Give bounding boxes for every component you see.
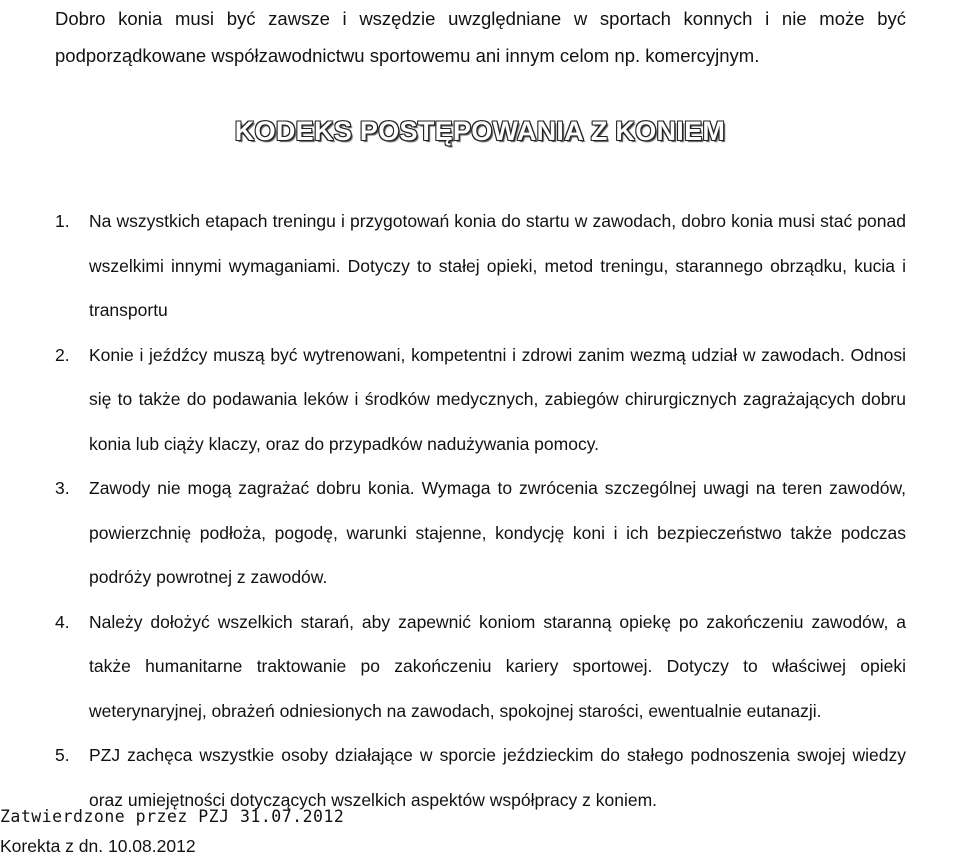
approval-note: Zatwierdzone przez PZJ 31.07.2012 xyxy=(0,807,345,826)
rule-text: Należy dołożyć wszelkich starań, aby zapewnić koniom staranną opiekę po zakończeniu zawodów, a także humanitarne traktowanie po zakończeniu kariery sportowej. Dotyczy to właściwej opieki weterynaryjnej, obrażeń odniesionych na zawodach, spokojnej starości, ewentualnie eutanazji. xyxy=(89,611,906,721)
rule-text: Na wszystkich etapach treningu i przygotowań konia do startu w zawodach, dobro konia musi stać ponad wszelkimi innymi wymaganiami. Dotyczy to stałej opieki, metod treningu, starannego obrządku, kucia i transportu xyxy=(89,211,906,320)
rule-number: 1. xyxy=(55,211,70,231)
intro-paragraph: Dobro konia musi być zawsze i wszędzie uwzględniane w sportach konnych i nie może być podporządkowane współzawodnictwu sportowemu ani innym celom np. komercyjnym. xyxy=(55,8,906,66)
rule-item-2 xyxy=(55,333,906,467)
rule-number: 3. xyxy=(55,478,70,498)
document-title: KODEKS POSTĘPOWANIA Z KONIEM xyxy=(234,116,726,146)
correction-note: Korekta z dn. 10.08.2012 xyxy=(0,836,196,856)
rule-text: PZJ zachęca wszystkie osoby działające w sporcie jeździeckim do stałego podnoszenia swojej wiedzy oraz umiejętności dotyczących wszelkich aspektów współpracy z koniem. xyxy=(89,745,906,810)
rule-item-1 xyxy=(55,199,906,333)
rule-item-3 xyxy=(55,466,906,600)
rule-number: 4. xyxy=(55,611,70,632)
rule-text: Zawody nie mogą zagrażać dobru konia. Wymaga to zwrócenia szczególnej uwagi na teren zawodów, powierzchnię podłoża, pogodę, warunki stajenne, kondycję koni i ich bezpieczeństwo także podczas podróży powrotnej z zawodów. xyxy=(89,478,906,587)
rule-number: 2. xyxy=(55,344,70,365)
rule-text: Konie i jeźdźcy muszą być wytrenowani, kompetentni i zdrowi zanim wezmą udział w zawodach. Odnosi się to także do podawania leków i środków medycznych, zabiegów chirurgicznych zagrażających dobru konia lub ciąży klaczy, oraz do przypadków nadużywania pomocy. xyxy=(89,344,906,454)
rules-list xyxy=(55,199,906,822)
rule-number: 5. xyxy=(55,745,70,765)
rule-item-4 xyxy=(55,600,906,734)
